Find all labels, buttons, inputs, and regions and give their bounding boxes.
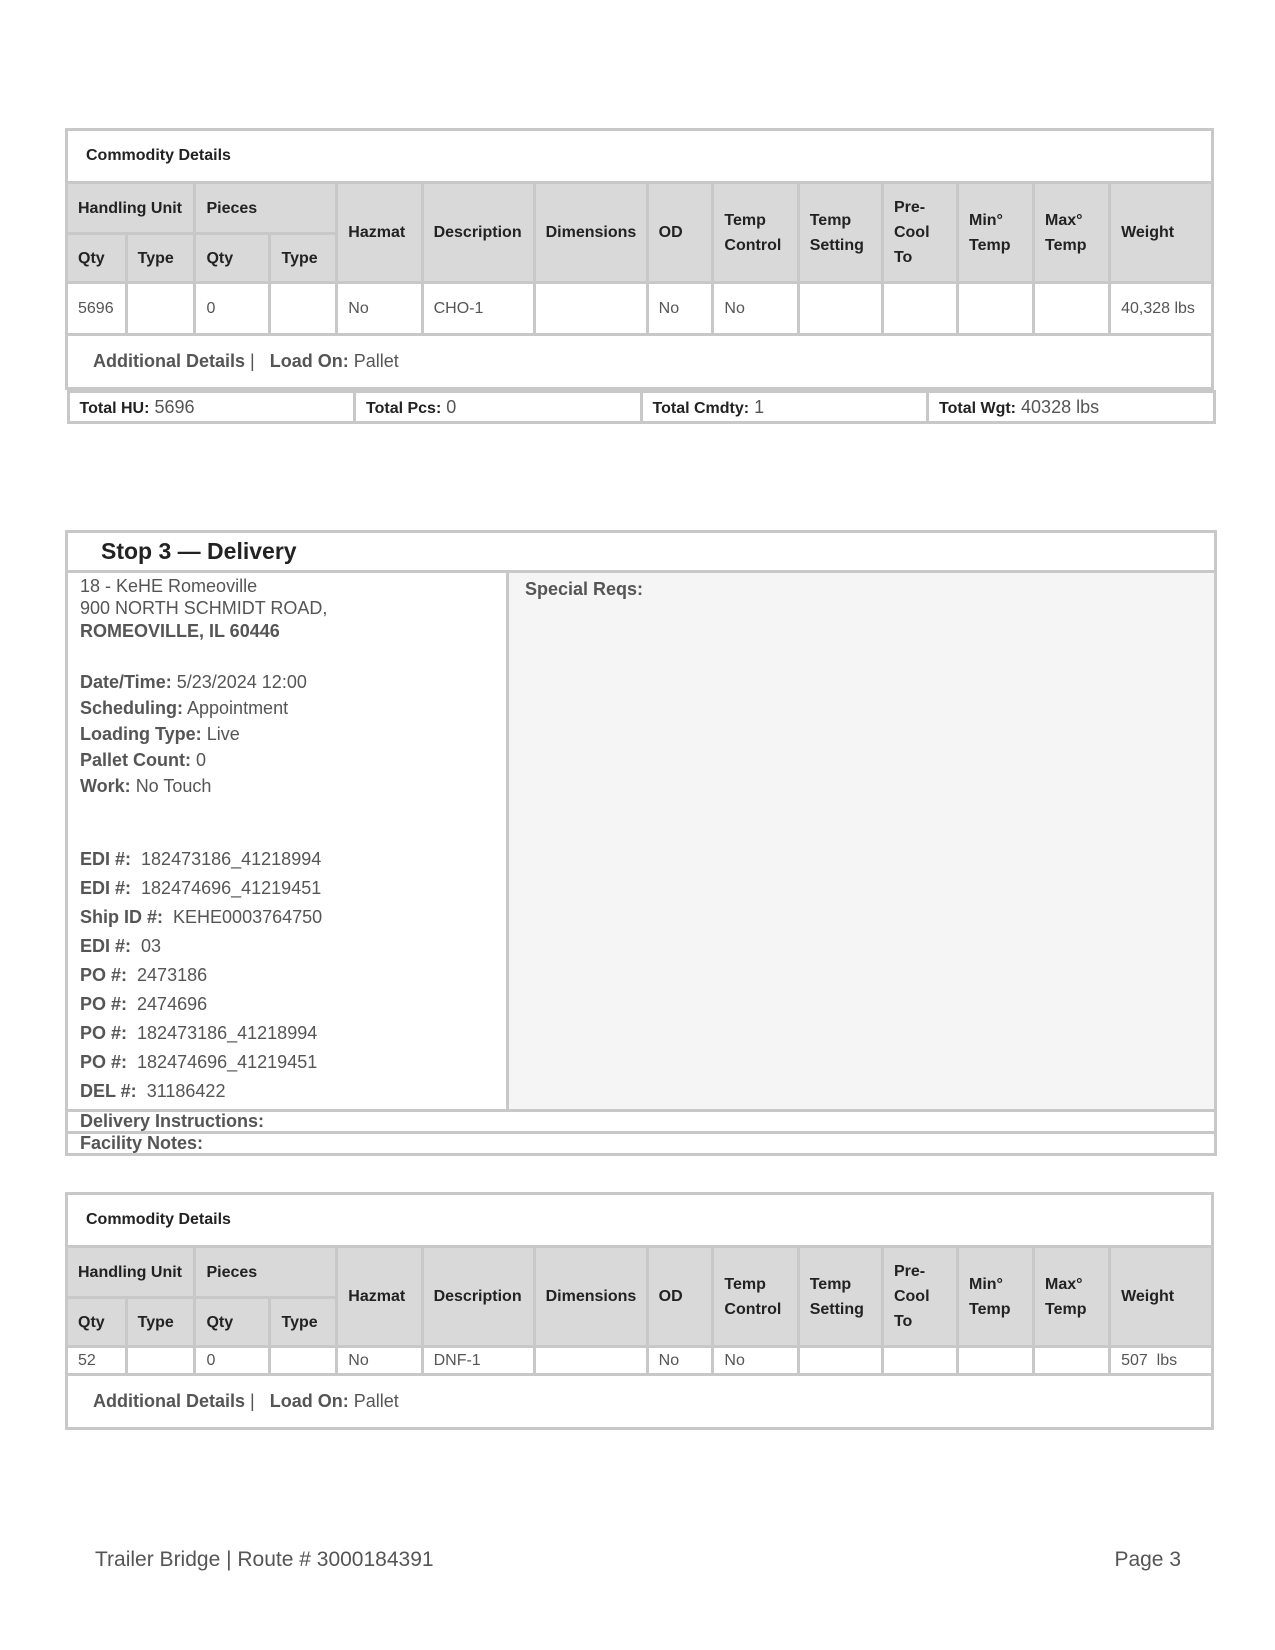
pcs-qty-cell: 0	[195, 283, 270, 335]
dimensions-cell	[534, 1347, 647, 1375]
weight-cell: 507 lbs	[1110, 1347, 1213, 1375]
total-hu: Total HU: 5696	[68, 392, 355, 423]
description-cell: DNF-1	[422, 1347, 534, 1375]
detail-work: Work: No Touch	[80, 776, 212, 796]
hu-qty-header: Qty	[67, 1298, 127, 1347]
temp-control-header: Temp Control	[713, 1247, 798, 1347]
description-header: Description	[422, 183, 534, 283]
stop-detail-list	[80, 669, 494, 799]
additional-details-label: Additional Details	[93, 351, 246, 371]
min-temp-header: Min° Temp	[957, 183, 1033, 283]
pieces-header: Pieces	[195, 1247, 337, 1298]
weight-header: Weight	[1110, 183, 1213, 283]
detail-datetime: Date/Time: 5/23/2024 12:00	[80, 672, 307, 692]
ref-item: PO #: 2473186	[80, 965, 208, 985]
additional-details: Additional Details | Load On: Pallet	[67, 335, 1213, 389]
special-reqs-label: Special Reqs:	[525, 579, 644, 599]
handling-unit-header: Handling Unit	[67, 183, 195, 234]
pcs-qty-header: Qty	[195, 1298, 270, 1347]
hu-type-cell	[126, 283, 195, 335]
hu-qty-cell: 5696	[67, 283, 127, 335]
total-wgt: Total Wgt: 40328 lbs	[928, 392, 1215, 423]
hazmat-header: Hazmat	[337, 183, 422, 283]
pre-cool-to-header: Pre-Cool To	[882, 1247, 957, 1347]
additional-details: Additional Details | Load On: Pallet	[67, 1375, 1213, 1429]
delivery-instructions: Delivery Instructions:	[67, 1111, 1216, 1133]
min-temp-header: Min° Temp	[957, 1247, 1033, 1347]
min-temp-cell	[957, 283, 1033, 335]
ref-item: Ship ID #: KEHE0003764750	[80, 907, 323, 927]
od-header: OD	[647, 1247, 713, 1347]
ref-item: PO #: 182474696_41219451	[80, 1052, 318, 1072]
reference-list	[80, 845, 494, 1106]
facility-name: 18 - KeHE Romeoville	[80, 576, 258, 596]
commodity-details-title: Commodity Details	[67, 1194, 1213, 1247]
footer-page-number: Page 3	[1114, 1548, 1181, 1571]
min-temp-cell	[957, 1347, 1033, 1375]
pre-cool-to-cell	[882, 283, 957, 335]
additional-details-label: Additional Details	[93, 1391, 246, 1411]
footer-route: Trailer Bridge | Route # 3000184391	[95, 1548, 434, 1571]
dimensions-cell	[534, 283, 647, 335]
pre-cool-to-cell	[882, 1347, 957, 1375]
facility-notes: Facility Notes:	[67, 1133, 1216, 1155]
ref-item: EDI #: 182473186_41218994	[80, 849, 322, 869]
detail-scheduling: Scheduling: Appointment	[80, 698, 289, 718]
total-pcs: Total Pcs: 0	[355, 392, 642, 423]
city-state-zip: ROMEOVILLE, IL 60446	[80, 621, 280, 641]
temp-setting-header: Temp Setting	[798, 1247, 882, 1347]
commodity-details-title: Commodity Details	[67, 130, 1213, 183]
pcs-type-header: Type	[270, 1298, 337, 1347]
hu-qty-header: Qty	[67, 234, 127, 283]
detail-pallet-count: Pallet Count: 0	[80, 750, 207, 770]
temp-setting-cell	[798, 283, 882, 335]
temp-control-header: Temp Control	[713, 183, 798, 283]
max-temp-header: Max° Temp	[1034, 1247, 1110, 1347]
total-cmdty: Total Cmdty: 1	[641, 392, 928, 423]
street-address: 900 NORTH SCHMIDT ROAD,	[80, 598, 328, 618]
weight-cell: 40,328 lbs	[1110, 283, 1213, 335]
pcs-qty-cell: 0	[195, 1347, 270, 1375]
dimensions-header: Dimensions	[534, 1247, 647, 1347]
od-cell: No	[647, 1347, 713, 1375]
ref-item: EDI #: 03	[80, 936, 162, 956]
max-temp-cell	[1034, 1347, 1110, 1375]
temp-control-cell: No	[713, 1347, 798, 1375]
weight-header: Weight	[1110, 1247, 1213, 1347]
pieces-header: Pieces	[195, 183, 337, 234]
od-cell: No	[647, 283, 713, 335]
handling-unit-header: Handling Unit	[67, 1247, 195, 1298]
pcs-type-cell	[270, 283, 337, 335]
stop-address-panel	[67, 572, 508, 1111]
hazmat-cell: No	[337, 1347, 422, 1375]
ref-item: DEL #: 31186422	[80, 1081, 226, 1101]
load-on-label: Load On:	[269, 1391, 349, 1411]
hu-qty-cell: 52	[67, 1347, 127, 1375]
stop-title: Stop 3 — Delivery	[67, 532, 1216, 572]
hazmat-cell: No	[337, 283, 422, 335]
totals-row	[67, 390, 1216, 424]
commodity-details-table-1	[65, 128, 1214, 424]
load-on-label: Load On:	[269, 351, 349, 371]
hazmat-header: Hazmat	[337, 1247, 422, 1347]
ref-item: EDI #: 182474696_41219451	[80, 878, 322, 898]
ref-item: PO #: 2474696	[80, 994, 208, 1014]
stop-section	[65, 530, 1217, 1156]
description-cell: CHO-1	[422, 283, 534, 335]
special-reqs-panel	[508, 572, 1216, 1111]
commodity-row	[67, 283, 1213, 335]
dimensions-header: Dimensions	[534, 183, 647, 283]
load-on-value: Pallet	[353, 1391, 399, 1411]
temp-setting-header: Temp Setting	[798, 183, 882, 283]
od-header: OD	[647, 183, 713, 283]
temp-setting-cell	[798, 1347, 882, 1375]
hu-type-header: Type	[126, 234, 195, 283]
commodity-details-table-2	[65, 1192, 1214, 1430]
pcs-type-cell	[270, 1347, 337, 1375]
temp-control-cell: No	[713, 283, 798, 335]
max-temp-header: Max° Temp	[1034, 183, 1110, 283]
hu-type-cell	[126, 1347, 195, 1375]
ref-item: PO #: 182473186_41218994	[80, 1023, 318, 1043]
load-on-value: Pallet	[353, 351, 399, 371]
commodity-row	[67, 1347, 1213, 1375]
hu-type-header: Type	[126, 1298, 195, 1347]
max-temp-cell	[1034, 283, 1110, 335]
description-header: Description	[422, 1247, 534, 1347]
detail-loading-type: Loading Type: Live	[80, 724, 240, 744]
pcs-qty-header: Qty	[195, 234, 270, 283]
pre-cool-to-header: Pre-Cool To	[882, 183, 957, 283]
pcs-type-header: Type	[270, 234, 337, 283]
